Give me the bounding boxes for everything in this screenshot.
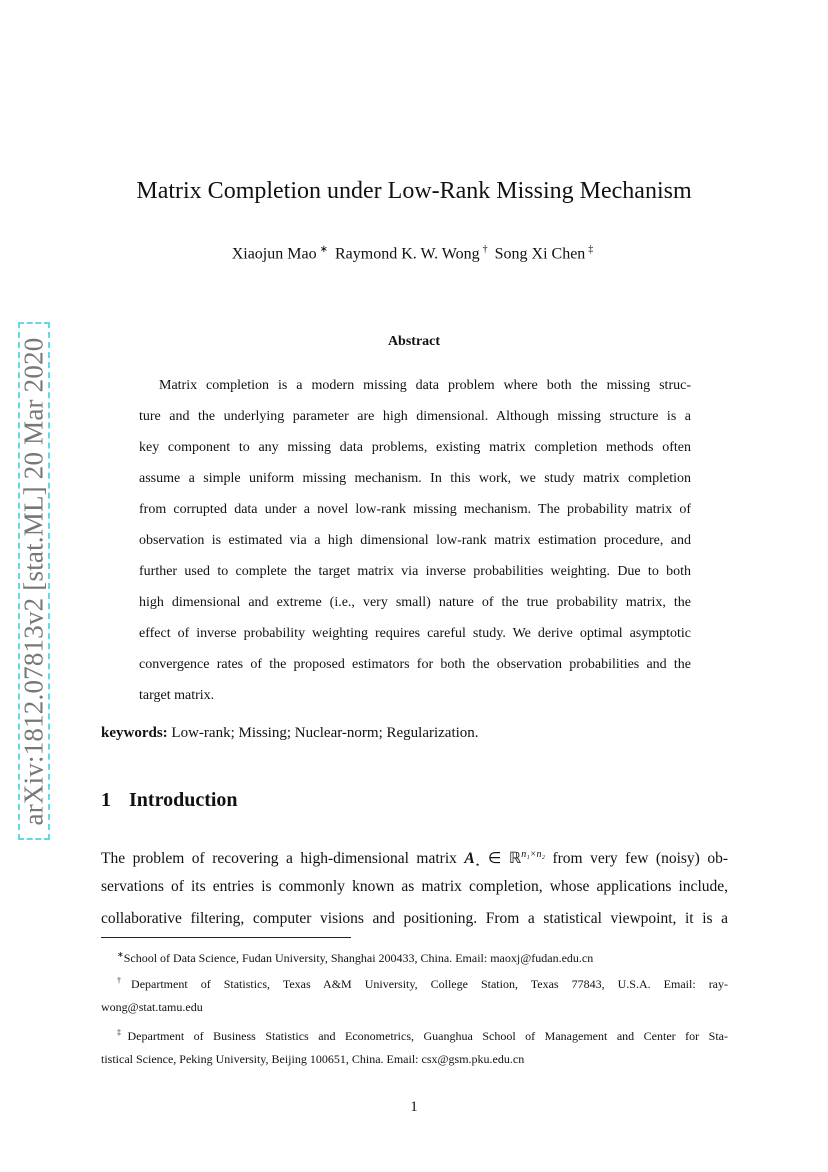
author-name: Raymond K. W. Wong — [334, 245, 480, 263]
author-footnote-mark: † — [482, 244, 488, 255]
footnotes — [101, 942, 728, 1072]
intro-line: servations of its entries is commonly known as matrix completion, whose applications include, — [101, 878, 728, 895]
math-matrix-symbol: A — [464, 850, 475, 868]
footnote-text: School of Data Science, Fudan University, Shanghai 200433, China. Email: maoxj@fudan.edu.cn — [123, 951, 594, 965]
footnote-line: wong@stat.tamu.edu — [101, 1000, 203, 1014]
arxiv-stamp-text: arXiv:1812.07813v2 [stat.ML] 20 Mar 2020 — [18, 337, 49, 825]
section-heading — [101, 789, 238, 812]
abstract-line: Matrix completion is a modern missing data problem where both the missing struc- — [159, 378, 691, 393]
footnote-line — [101, 1020, 728, 1046]
abstract-line: further used to complete the target matrix via inverse probabilities weighting. Due to both — [139, 564, 691, 579]
abstract-heading: Abstract — [387, 334, 441, 349]
abstract-line: high dimensional and extreme (i.e., very small) nature of the true probability matrix, the — [139, 595, 691, 610]
footnote-line — [101, 942, 728, 968]
footnote-line: tistical Science, Peking University, Beijing 100651, China. Email: csx@gsm.pku.edu.cn — [101, 1052, 525, 1066]
abstract-line: observation is estimated via a high dimensional low-rank matrix estimation procedure, and — [139, 533, 691, 548]
keywords-line — [101, 725, 479, 742]
section-number: 1 — [101, 789, 111, 811]
section-title: Introduction — [129, 789, 238, 811]
math-dimension-superscript: n₁×n₂ — [521, 849, 545, 860]
page-number: 1 — [410, 1099, 418, 1115]
keywords-text: Low-rank; Missing; Nuclear-norm; Regularization. — [171, 725, 479, 741]
paper-title: Matrix Completion under Low-Rank Missing Mechanism — [136, 178, 692, 204]
footnote-text: Department of Statistics, Texas A&M University, College Station, Texas 77843, U.S.A. Email: ray- — [131, 977, 728, 991]
author-footnote-mark: ‡ — [588, 244, 594, 255]
abstract-line: convergence rates of the proposed estimators for both the observation probabilities and the — [139, 657, 691, 672]
author-name: Song Xi Chen — [494, 245, 586, 263]
math-star-subscript: ⋆ — [474, 859, 481, 870]
author-name: Xiaojun Mao — [231, 245, 317, 263]
abstract-line: target matrix. — [139, 688, 215, 703]
footnote-divider — [101, 937, 351, 938]
author-list — [0, 244, 828, 263]
intro-line: collaborative filtering, computer visions and positioning. From a statistical viewpoint, it is a — [101, 910, 728, 927]
abstract-line: effect of inverse probability weighting requires careful study. We derive optimal asymptotic — [139, 626, 691, 641]
abstract-line: ture and the underlying parameter are high dimensional. Although missing structure is a — [139, 409, 691, 424]
abstract-line: key component to any missing data problems, existing matrix completion methods often — [139, 440, 691, 455]
footnote-mark: ∗ — [117, 950, 124, 959]
footnote-text: Department of Business Statistics and Econometrics, Guanghua School of Management and Center for Sta- — [127, 1029, 728, 1043]
footnote-line — [101, 968, 728, 994]
intro-text: from very few (noisy) ob- — [544, 850, 728, 868]
arxiv-stamp[interactable] — [18, 322, 50, 840]
abstract-line: assume a simple uniform missing mechanism. In this work, we study matrix completion — [139, 471, 691, 486]
intro-line — [101, 839, 728, 871]
math-real-space: ∈ ℝ — [480, 850, 522, 868]
intro-paragraph — [101, 839, 728, 935]
intro-text: The problem of recovering a high-dimensional matrix — [101, 850, 465, 868]
footnote-mark: † — [117, 976, 132, 985]
abstract-body — [139, 370, 691, 711]
footnote-mark: ‡ — [117, 1028, 128, 1037]
author-footnote-mark: ∗ — [319, 244, 328, 255]
keywords-label: keywords: — [101, 725, 168, 741]
abstract-line: from corrupted data under a novel low-rank missing mechanism. The probability matrix of — [139, 502, 691, 517]
